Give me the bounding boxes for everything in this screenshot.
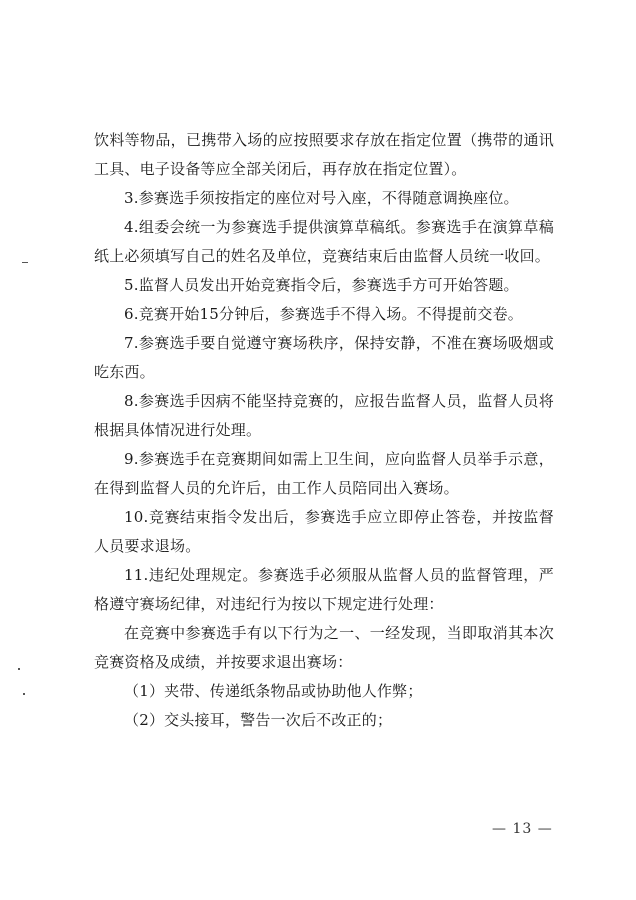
paragraph: 7.参赛选手要自觉遵守赛场秩序，保持安静，不准在赛场吸烟或吃东西。 [94, 334, 554, 381]
paragraph: （1）夹带、传递纸条物品或协助他人作弊； [124, 682, 423, 700]
scan-mark [22, 262, 28, 263]
document-body [94, 126, 554, 735]
paragraph: 4.组委会统一为参赛选手提供演算草稿纸。参赛选手在演算草稿纸上必须填写自己的姓名及单位，竞赛结束后由监督人员统一收回。 [94, 218, 554, 265]
paragraph: 在竞赛中参赛选手有以下行为之一、一经发现，当即取消其本次竞赛资格及成绩，并按要求退出赛场： [94, 624, 554, 671]
paragraph: 11.违纪处理规定。参赛选手必须服从监督人员的监督管理，严格遵守赛场纪律，对违纪行为按以下规定进行处理： [94, 566, 554, 613]
paragraph: 6.竞赛开始15分钟后，参赛选手不得入场。不得提前交卷。 [124, 305, 524, 323]
scan-mark [18, 668, 20, 670]
paragraph: 9.参赛选手在竞赛期间如需上卫生间，应向监督人员举手示意，在得到监督人员的允许后，由工作人员陪同出入赛场。 [94, 450, 554, 497]
paragraph: 8.参赛选手因病不能坚持竞赛的，应报告监督人员，监督人员将根据具体情况进行处理。 [94, 392, 554, 439]
paragraph: 饮料等物品，已携带入场的应按照要求存放在指定位置（携带的通讯工具、电子设备等应全部关闭后，再存放在指定位置）。 [94, 131, 554, 178]
page-number: — 13 — [492, 821, 553, 837]
scan-mark [23, 693, 25, 695]
paragraph: 5.监督人员发出开始竞赛指令后，参赛选手方可开始答题。 [124, 276, 519, 294]
paragraph: （2）交头接耳，警告一次后不改正的； [124, 711, 393, 729]
paragraph: 10.竞赛结束指令发出后，参赛选手应立即停止答卷，并按监督人员要求退场。 [94, 508, 554, 555]
paragraph: 3.参赛选手须按指定的座位对号入座，不得随意调换座位。 [124, 189, 519, 207]
